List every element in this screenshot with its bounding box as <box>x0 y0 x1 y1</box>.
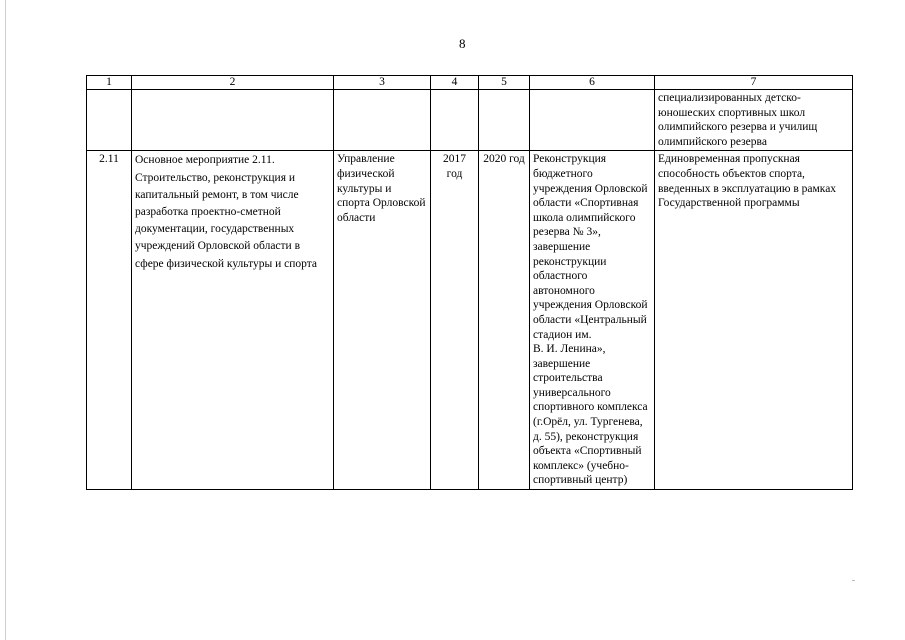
page-number: 8 <box>459 36 466 51</box>
column-header-6: 6 <box>530 76 655 90</box>
cell-executor: Управление физической культуры и спорта Орловской области <box>334 151 431 490</box>
cell-empty <box>87 90 132 151</box>
cell-indicator: Единовременная пропускная способность объектов спорта, введенных в эксплуатацию в рамках Государственной программы <box>655 151 853 490</box>
cell-empty <box>530 90 655 151</box>
table-row-2-11 <box>87 151 853 490</box>
cell-empty <box>132 90 334 151</box>
program-table <box>86 75 853 490</box>
cell-end-year: 2020 год <box>479 151 530 490</box>
cell-row-number: 2.11 <box>87 151 132 490</box>
cell-empty <box>334 90 431 151</box>
table-row-continuation <box>87 90 853 151</box>
column-header-7: 7 <box>655 76 853 90</box>
cell-measure: Основное мероприятие 2.11. Строительство, реконструкция и капитальный ремонт, в том числе разработка проектно-сметной документации, государственных учреждений Орловской области в сфере физической культуры и спорта <box>132 151 334 490</box>
column-header-3: 3 <box>334 76 431 90</box>
column-header-1: 1 <box>87 76 132 90</box>
column-header-2: 2 <box>132 76 334 90</box>
scan-mark <box>852 580 855 581</box>
cell-start-year: 2017 год <box>431 151 479 490</box>
column-header-4: 4 <box>431 76 479 90</box>
cell-indicator-continuation: специализированных детско-юношеских спортивных школ олимпийского резерва и училищ олимпийского резерва <box>655 90 853 151</box>
cell-empty <box>431 90 479 151</box>
cell-empty <box>479 90 530 151</box>
cell-result: Реконструкция бюджетного учреждения Орловской области «Спортивная школа олимпийского резерва № 3», завершение реконструкции областного автономного учреждения Орловской области «Центральный стадион им. В. И. Ленина», завершение строительства универсального спортивного комплекса (г.Орёл, ул. Тургенева, д. 55), реконструкция объекта «Спортивный комплекс» (учебно-спортивный центр) <box>530 151 655 490</box>
page-left-edge <box>5 0 6 640</box>
column-header-5: 5 <box>479 76 530 90</box>
table-header-row <box>87 76 853 90</box>
